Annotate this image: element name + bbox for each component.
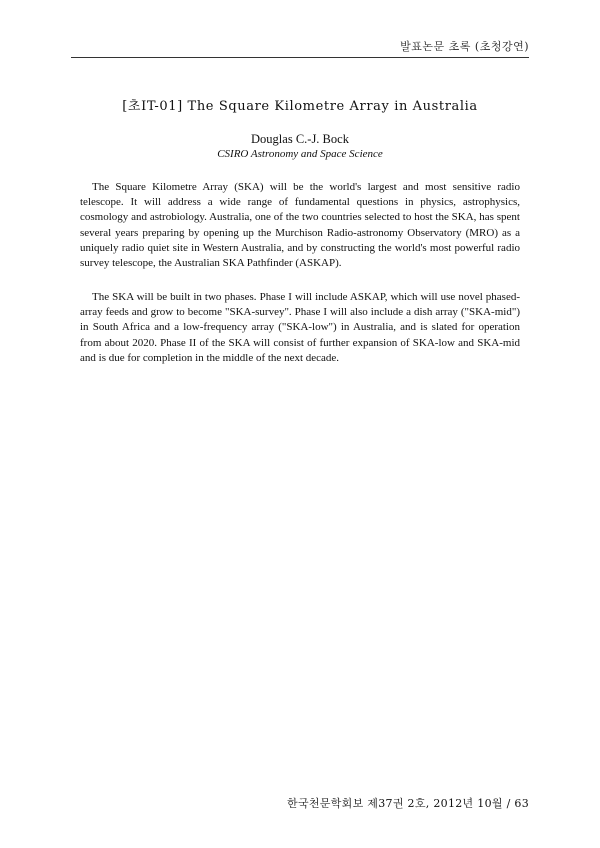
author-name: Douglas C.-J. Bock: [251, 132, 349, 146]
header-divider: [71, 57, 529, 58]
abstract-paragraph-2: The SKA will be built in two phases. Phase I will include ASKAP, which will use novel phased-array feeds and grow to become "SKA-survey". Phase I will also include a dish array ("SKA-mid") in South Africa and a low-frequency array ("SKA-low") in Australia, and is slated for operation from about 2020. Phase II of the SKA will consist of further expansion of SKA-low and SKA-mid and is due for completion in the middle of the next decade.: [80, 291, 520, 364]
abstract-paragraph-1: The Square Kilometre Array (SKA) will be the world's largest and most sensitive radio telescope. It will address a wide range of fundamental questions in physics, astrophysics, cosmology and astrobiology. Australia, one of the two countries selected to host the SKA, has spent several years preparing by opening up the Murchison Radio-astronomy Observatory (MRO) as a uniquely radio quiet site in Western Australia, and by constructing the world's most powerful radio survey telescope, the Australian SKA Pathfinder (ASKAP).: [80, 181, 520, 270]
journal-footer: 한국천문학회보 제37권 2호, 2012년 10월 / 63: [287, 797, 529, 810]
author-affiliation: CSIRO Astronomy and Space Science: [217, 148, 383, 160]
running-header: 발표논문 초록 (초청강연): [400, 40, 529, 53]
paper-title: [초IT-01] The Square Kilometre Array in Australia: [122, 99, 478, 114]
